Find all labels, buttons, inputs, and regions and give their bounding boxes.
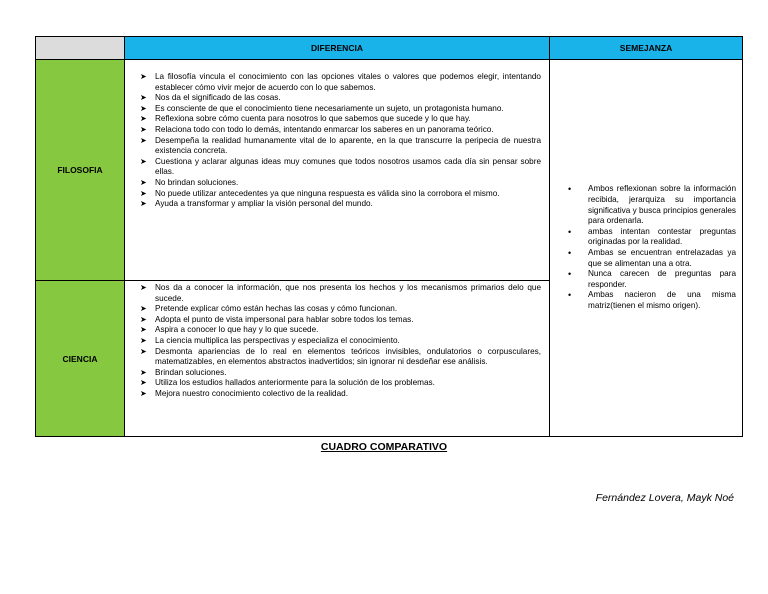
list-item <box>140 72 541 93</box>
arrow-bullet-icon: ➤ <box>140 335 147 345</box>
list-item <box>140 93 541 104</box>
author-name: Fernández Lovera, Mayk Noé <box>595 492 734 504</box>
list-item-text: Utiliza los estudios hallados anteriormente para la solución de los problemas. <box>155 378 435 388</box>
list-item-text: Reflexiona sobre cómo cuenta para nosotros lo que sabemos que sucede y lo que hay. <box>155 114 471 124</box>
dot-bullet-icon: • <box>568 226 572 237</box>
list-item-text: Ambos reflexionan sobre la información recibida, jerarquiza su importancia significativa y busca principios generales para ordenarla. <box>588 184 736 226</box>
list-item <box>566 248 736 269</box>
header-diferencia: DIFERENCIA <box>125 37 550 60</box>
filosofia-row <box>36 60 743 281</box>
list-item-text: La ciencia multiplica las perspectivas y especializa el conocimiento. <box>155 335 400 345</box>
filosofia-differences-cell <box>125 60 550 281</box>
list-item-text: No brindan soluciones. <box>155 177 239 187</box>
arrow-bullet-icon: ➤ <box>140 156 147 166</box>
list-item-text: Nos da a conocer la información, que nos presenta los hechos y los mecanismos primarios delo que sucede. <box>155 283 541 303</box>
header-row <box>36 37 743 60</box>
list-item-text: Es consciente de que el conocimiento tiene necesariamente un sujeto, un protagonista humano. <box>155 103 504 113</box>
list-item-text: Desempeña la realidad humanamente vital de lo aparente, en la que transcurre la peripecia de nuestra existencia concreta. <box>155 135 541 156</box>
list-item <box>140 325 541 336</box>
arrow-bullet-icon: ➤ <box>140 283 147 292</box>
arrow-bullet-icon: ➤ <box>140 314 147 324</box>
arrow-bullet-icon: ➤ <box>140 367 147 377</box>
list-item <box>140 199 541 210</box>
list-item-text: Mejora nuestro conocimiento colectivo de la realidad. <box>155 388 348 398</box>
list-item-text: Ambas nacieron de una misma matriz(tienen el mismo origen). <box>588 290 736 310</box>
list-item-text: No puede utilizar antecedentes ya que ninguna respuesta es válida sino la corrobora el mismo. <box>155 188 500 198</box>
list-item-text: La filosofía vincula el conocimiento con las opciones vitales o valores que podemos elegir, intentando establecer cómo vivir mejor de acuerdo con lo que sabemos. <box>155 72 541 92</box>
arrow-bullet-icon: ➤ <box>140 177 147 187</box>
arrow-bullet-icon: ➤ <box>140 124 147 134</box>
list-item-text: Desmonta apariencias de lo real en elementos teóricos invisibles, ondulatorios o corpusculares, matematizables, en elementos abstractos inadvertidos; sin ignorar ni desdeñar ese análisis. <box>155 346 541 367</box>
list-item-text: Brindan soluciones. <box>155 367 227 377</box>
list-item <box>566 269 736 290</box>
arrow-bullet-icon: ➤ <box>140 304 147 314</box>
row-label-filosofia: FILOSOFIA <box>36 60 125 281</box>
list-item <box>140 178 541 189</box>
table-caption <box>0 441 768 453</box>
list-item <box>140 157 541 178</box>
arrow-bullet-icon: ➤ <box>140 325 147 335</box>
arrow-bullet-icon: ➤ <box>140 72 147 81</box>
arrow-bullet-icon: ➤ <box>140 103 147 113</box>
list-item <box>140 283 541 304</box>
caption-text: CUADRO COMPARATIVO <box>320 441 448 453</box>
ciencia-list <box>140 283 541 400</box>
row-label-ciencia: CIENCIA <box>36 281 125 437</box>
list-item <box>140 104 541 115</box>
list-item-text: Pretende explicar cómo están hechas las cosas y cómo funcionan. <box>155 304 398 314</box>
header-corner-cell <box>36 37 125 60</box>
dot-bullet-icon: • <box>568 290 572 301</box>
list-item <box>140 336 541 347</box>
list-item-text: Aspira a conocer lo que hay y lo que sucede. <box>155 325 319 335</box>
list-item <box>140 114 541 125</box>
dot-bullet-icon: • <box>568 269 572 280</box>
list-item-text: Adopta el punto de vista impersonal para hablar sobre todos los temas. <box>155 314 414 324</box>
list-item <box>140 347 541 368</box>
list-item <box>140 315 541 326</box>
list-item <box>566 227 736 248</box>
list-item <box>140 368 541 379</box>
dot-bullet-icon: • <box>568 248 572 258</box>
list-item <box>140 389 541 400</box>
ciencia-differences-cell <box>125 281 550 437</box>
list-item <box>566 290 736 311</box>
list-item <box>140 136 541 157</box>
arrow-bullet-icon: ➤ <box>140 346 147 356</box>
filosofia-list <box>140 72 541 210</box>
dot-bullet-icon: • <box>568 184 572 195</box>
arrow-bullet-icon: ➤ <box>140 93 147 103</box>
list-item-text: Nos da el significado de las cosas. <box>155 93 281 103</box>
list-item <box>566 184 736 226</box>
semejanza-cell <box>550 60 743 437</box>
arrow-bullet-icon: ➤ <box>140 188 147 198</box>
list-item-text: ambas intentan contestar preguntas originadas por la realidad. <box>588 226 736 247</box>
list-item-text: Nunca carecen de preguntas para responder. <box>588 269 736 289</box>
list-item-text: Relaciona todo con todo lo demás, intentando enmarcar los saberes en un panorama teórico. <box>155 124 494 134</box>
list-item-text: Cuestiona y aclarar algunas ideas muy comunes que todos nosotros usamos cada día sin pensar sobre ellas. <box>155 156 541 177</box>
arrow-bullet-icon: ➤ <box>140 199 147 209</box>
list-item <box>140 378 541 389</box>
list-item <box>140 304 541 315</box>
header-semejanza: SEMEJANZA <box>550 37 743 60</box>
list-item-text: Ayuda a transformar y ampliar la visión personal del mundo. <box>155 199 373 209</box>
arrow-bullet-icon: ➤ <box>140 135 147 145</box>
arrow-bullet-icon: ➤ <box>140 114 147 124</box>
list-item <box>140 125 541 136</box>
arrow-bullet-icon: ➤ <box>140 378 147 388</box>
list-item <box>140 189 541 200</box>
semejanza-list <box>566 184 736 311</box>
arrow-bullet-icon: ➤ <box>140 388 147 398</box>
comparison-table <box>35 36 743 437</box>
list-item-text: Ambas se encuentran entrelazadas ya que se alimentan una a otra. <box>588 248 736 268</box>
